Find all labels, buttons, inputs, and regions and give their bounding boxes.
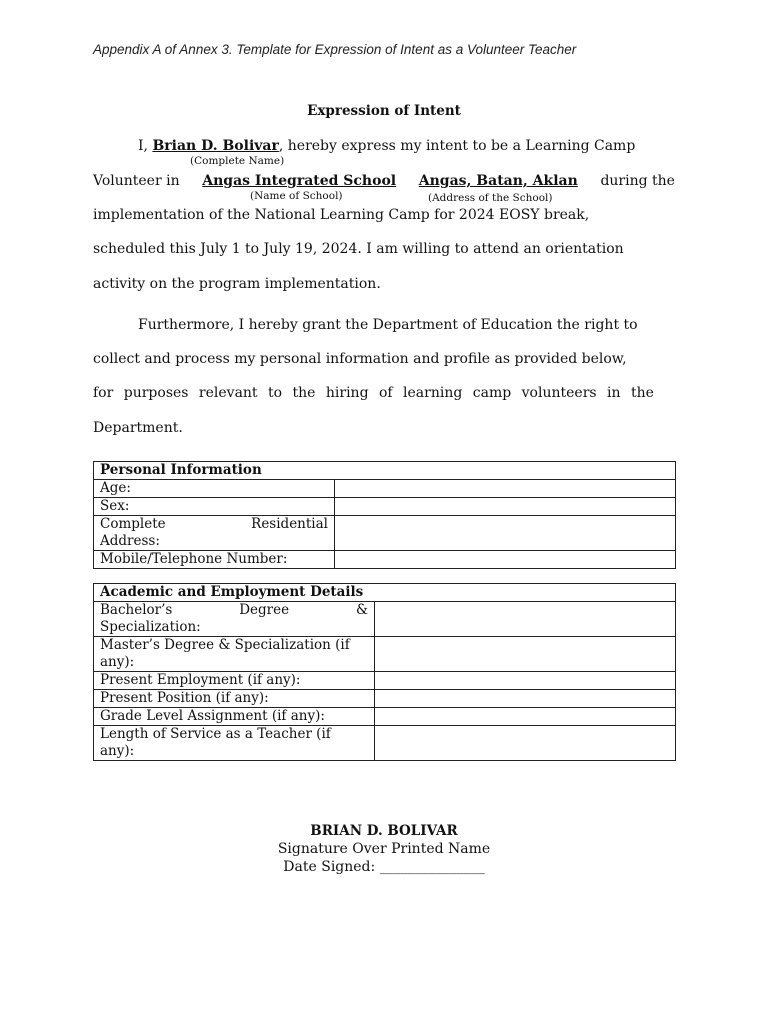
personal-info-header: Personal Information bbox=[94, 462, 676, 480]
appendix-header: Appendix A of Annex 3. Template for Expression of Intent as a Volunteer Teacher bbox=[93, 42, 577, 57]
academic-details-table bbox=[93, 583, 676, 761]
bachelor-label-word3: & bbox=[355, 602, 368, 618]
sex-label: Sex: bbox=[94, 498, 335, 516]
school-address: Angas, Batan, Aklan bbox=[418, 173, 578, 189]
document-title: Expression of Intent bbox=[307, 103, 461, 119]
volunteer-name: Brian D. Bolivar bbox=[152, 138, 279, 154]
signatory-name: BRIAN D. BOLIVAR bbox=[310, 823, 458, 839]
employment-label: Present Employment (if any): bbox=[94, 672, 375, 690]
mobile-label: Mobile/Telephone Number: bbox=[94, 551, 335, 569]
position-value[interactable] bbox=[375, 690, 676, 708]
service-value[interactable] bbox=[375, 726, 676, 761]
date-signed-field[interactable]: Date Signed: _______________ bbox=[283, 859, 485, 875]
bachelor-label-word4: Specialization: bbox=[100, 619, 201, 635]
masters-value[interactable] bbox=[375, 637, 676, 672]
address-label-word3: Address: bbox=[100, 533, 160, 549]
during-the-text: during the bbox=[600, 173, 675, 189]
school-caption: (Name of School) bbox=[250, 190, 343, 202]
age-value[interactable] bbox=[335, 480, 676, 498]
para2-line4: Department. bbox=[93, 420, 183, 436]
employment-value[interactable] bbox=[375, 672, 676, 690]
address-label-word1: Complete bbox=[100, 516, 166, 532]
position-label: Present Position (if any): bbox=[94, 690, 375, 708]
intent-statement: , hereby express my intent to be a Learning Camp bbox=[278, 138, 636, 154]
para1-line4: scheduled this July 1 to July 19, 2024. I am willing to attend an orientation bbox=[93, 241, 624, 257]
signature-block bbox=[0, 822, 768, 876]
bachelor-value[interactable] bbox=[375, 602, 676, 637]
address-label-word2: Residential bbox=[251, 516, 328, 532]
intro-pronoun: I, bbox=[138, 138, 148, 154]
masters-label bbox=[94, 637, 375, 672]
address-label bbox=[94, 516, 335, 551]
para2-line2: collect and process my personal information and profile as provided below, bbox=[93, 351, 627, 367]
address-caption: (Address of the School) bbox=[428, 192, 553, 204]
sex-value[interactable] bbox=[335, 498, 676, 516]
para2-line3: for purposes relevant to the hiring of learning camp volunteers in the bbox=[93, 385, 654, 401]
grade-level-value[interactable] bbox=[375, 708, 676, 726]
academic-details-header: Academic and Employment Details bbox=[94, 584, 676, 602]
personal-info-table bbox=[93, 461, 676, 569]
age-label: Age: bbox=[94, 480, 335, 498]
mobile-value[interactable] bbox=[335, 551, 676, 569]
volunteer-in-text: Volunteer in bbox=[93, 173, 180, 189]
name-caption: (Complete Name) bbox=[190, 155, 285, 167]
para1-line2 bbox=[93, 172, 675, 190]
masters-label-line2: any): bbox=[100, 654, 135, 670]
service-label bbox=[94, 726, 375, 761]
para1-line3-text: implementation of the National Learning Camp for 2024 EOSY break, bbox=[93, 207, 590, 223]
school-name: Angas Integrated School bbox=[202, 173, 397, 189]
para1-line3 bbox=[93, 206, 675, 224]
grade-level-label: Grade Level Assignment (if any): bbox=[94, 708, 375, 726]
service-label-line2: any): bbox=[100, 743, 135, 759]
address-value[interactable] bbox=[335, 516, 676, 551]
para2-line1: Furthermore, I hereby grant the Department of Education the right to bbox=[138, 317, 638, 333]
para1-line5: activity on the program implementation. bbox=[93, 276, 381, 292]
para1-line1 bbox=[93, 137, 675, 155]
bachelor-label bbox=[94, 602, 375, 637]
signature-label: Signature Over Printed Name bbox=[277, 841, 491, 857]
bachelor-label-word2: Degree bbox=[239, 602, 290, 618]
bachelor-label-word1: Bachelor’s bbox=[100, 602, 173, 618]
masters-label-line1: Master’s Degree & Specialization (if bbox=[100, 637, 350, 653]
service-label-line1: Length of Service as a Teacher (if bbox=[100, 726, 331, 742]
